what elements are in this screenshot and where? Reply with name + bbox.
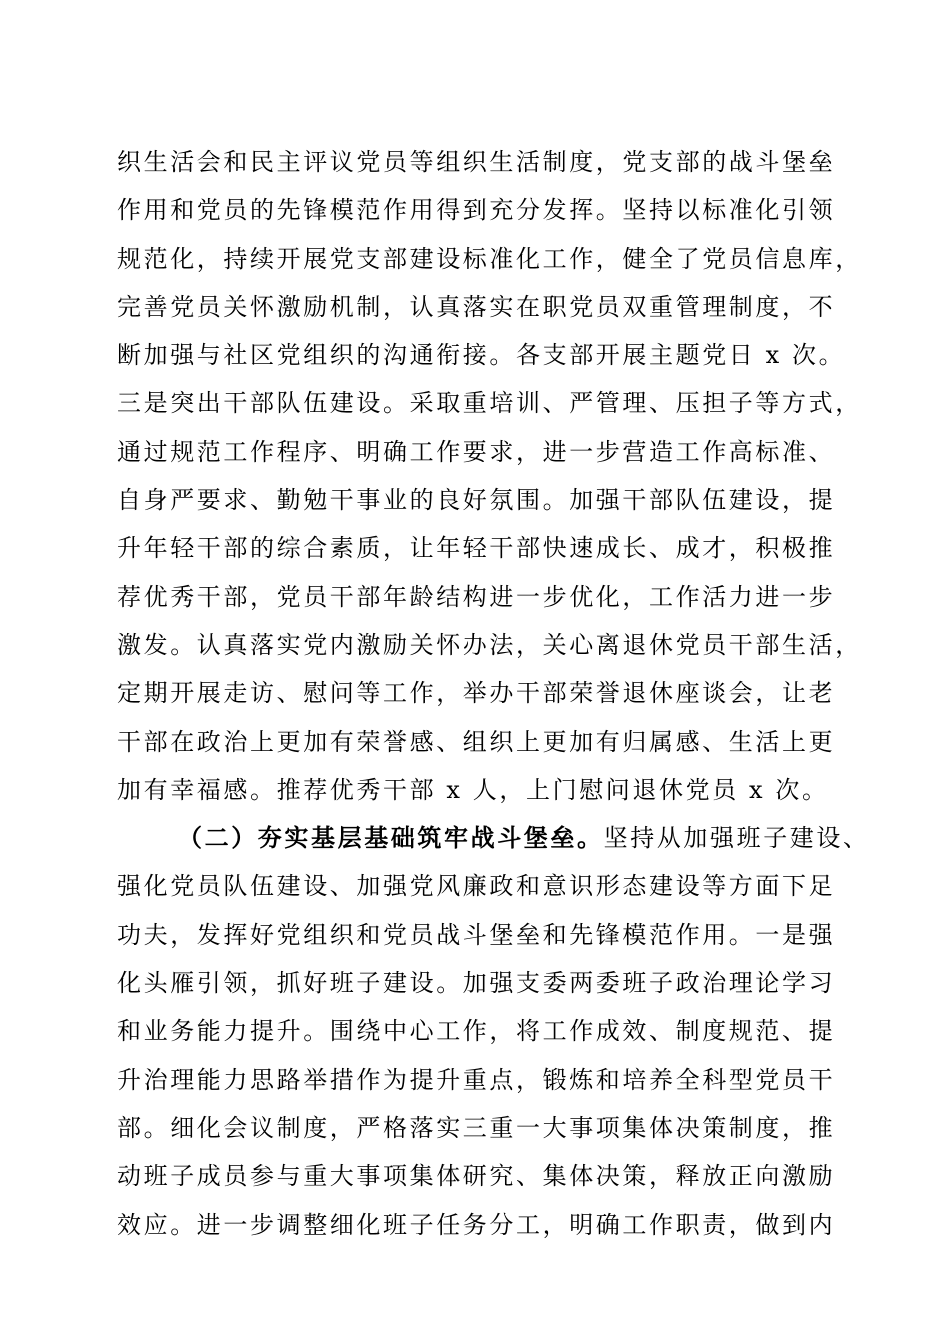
text-line: 完善党员关怀激励机制，认真落实在职党员双重管理制度，不 [117,292,836,321]
text-line: 定期开展走访、慰问等工作，举办干部荣誉退休座谈会，让老 [117,679,836,708]
text-line: 化头雁引领，抓好班子建设。加强支委两委班子政治理论学习 [117,969,836,998]
text-line: 加有幸福感。推荐优秀干部 x 人，上门慰问退休党员 x 次。 [117,775,829,804]
text-line: 规范化，持续开展党支部建设标准化工作，健全了党员信息库， [117,244,862,273]
text-line: 功夫，发挥好党组织和党员战斗堡垒和先锋模范作用。一是强 [117,920,836,949]
text-line: 升年轻干部的综合素质，让年轻干部快速成长、成才，积极推 [117,534,836,563]
text-line: 荐优秀干部，党员干部年龄结构进一步优化，工作活力进一步 [117,582,836,611]
text-line: 动班子成员参与重大事项集体研究、集体决策，释放正向激励 [117,1162,836,1191]
text-line: 三是突出干部队伍建设。采取重培训、严管理、压担子等方式， [117,389,862,418]
text-line: 通过规范工作程序、明确工作要求，进一步营造工作高标准、 [117,437,836,466]
paragraph-1 [117,138,862,814]
text-line: 效应。进一步调整细化班子任务分工，明确工作职责，做到内 [117,1210,836,1239]
text-line: 和业务能力提升。围绕中心工作，将工作成效、制度规范、提 [117,1017,836,1046]
paragraph-2-first-line [117,814,870,862]
text-line: 升治理能力思路举措作为提升重点，锻炼和培养全科型党员干 [117,1065,836,1094]
heading-following-text: 坚持从加强班子建设、 [603,824,870,853]
section-heading: （二）夯实基层基础筑牢战斗堡垒。 [178,823,604,853]
text-line: 织生活会和民主评议党员等组织生活制度，党支部的战斗堡垒 [117,148,836,176]
text-line: 部。细化会议制度，严格落实三重一大事项集体决策制度，推 [117,1113,836,1142]
paragraph-2 [117,814,870,1249]
text-line: 作用和党员的先锋模范作用得到充分发挥。坚持以标准化引领 [117,196,836,225]
text-line: 干部在政治上更加有荣誉感、组织上更加有归属感、生活上更 [117,727,836,756]
text-line: 自身严要求、勤勉干事业的良好氛围。加强干部队伍建设，提 [117,486,836,515]
text-line: 激发。认真落实党内激励关怀办法，关心离退休党员干部生活， [117,630,862,659]
document-body [117,138,870,1249]
text-line: 强化党员队伍建设、加强党风廉政和意识形态建设等方面下足 [117,872,836,901]
text-line: 断加强与社区党组织的沟通衔接。各支部开展主题党日 x 次。 [117,341,846,370]
